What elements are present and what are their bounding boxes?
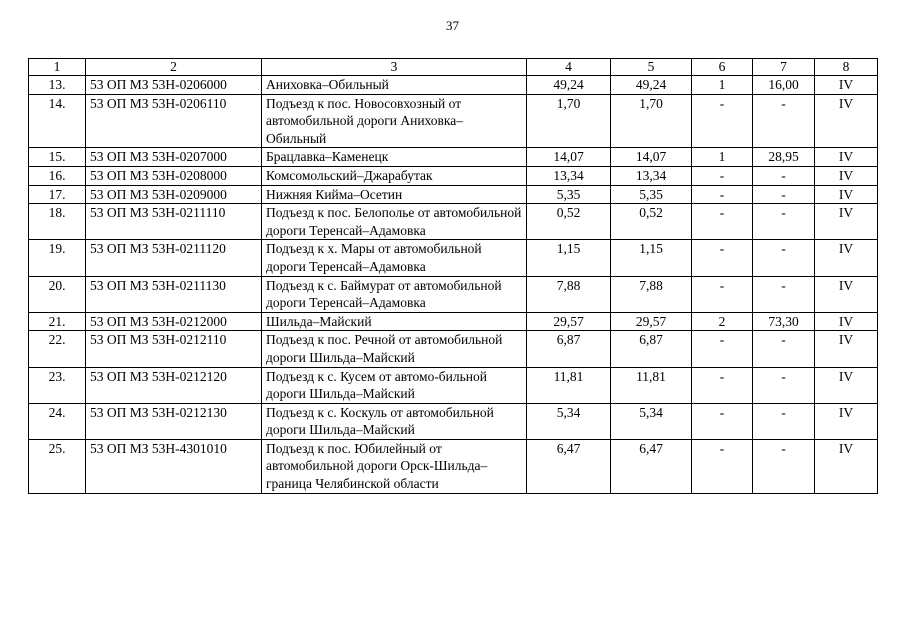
table-row [29, 166, 878, 185]
column-header: 7 [753, 59, 815, 76]
bridge-length: - [753, 166, 815, 185]
road-category: IV [815, 367, 878, 403]
row-number: 24. [29, 403, 86, 439]
table-row [29, 276, 878, 312]
road-category: IV [815, 185, 878, 204]
bridge-length: - [753, 240, 815, 276]
bridge-count: 2 [692, 312, 753, 331]
road-category: IV [815, 204, 878, 240]
bridge-length: - [753, 439, 815, 493]
table-header-row [29, 59, 878, 76]
length-value: 7,88 [611, 276, 692, 312]
length-value: 1,15 [611, 240, 692, 276]
column-header: 6 [692, 59, 753, 76]
road-id: 53 ОП МЗ 53Н-0208000 [86, 166, 262, 185]
table-row [29, 331, 878, 367]
length-total: 1,70 [527, 94, 611, 148]
road-category: IV [815, 148, 878, 167]
page-number: 37 [446, 18, 459, 33]
bridge-count: 1 [692, 148, 753, 167]
bridge-length: - [753, 403, 815, 439]
road-name: Брацлавка–Каменецк [262, 148, 527, 167]
length-total: 13,34 [527, 166, 611, 185]
road-name: Аниховка–Обильный [262, 76, 527, 95]
table-row [29, 240, 878, 276]
row-number: 20. [29, 276, 86, 312]
row-number: 18. [29, 204, 86, 240]
road-category: IV [815, 276, 878, 312]
road-id: 53 ОП МЗ 53Н-0207000 [86, 148, 262, 167]
road-category: IV [815, 403, 878, 439]
row-number: 17. [29, 185, 86, 204]
length-value: 5,35 [611, 185, 692, 204]
length-total: 49,24 [527, 76, 611, 95]
table-row [29, 204, 878, 240]
row-number: 25. [29, 439, 86, 493]
row-number: 13. [29, 76, 86, 95]
column-header: 5 [611, 59, 692, 76]
column-header: 8 [815, 59, 878, 76]
road-name: Подъезд к с. Кусем от автомо-бильной дороги Шильда–Майский [262, 367, 527, 403]
length-total: 29,57 [527, 312, 611, 331]
bridge-count: - [692, 185, 753, 204]
length-total: 5,34 [527, 403, 611, 439]
length-value: 13,34 [611, 166, 692, 185]
length-total: 11,81 [527, 367, 611, 403]
bridge-count: - [692, 403, 753, 439]
road-id: 53 ОП МЗ 53Н-0206000 [86, 76, 262, 95]
length-total: 0,52 [527, 204, 611, 240]
length-value: 1,70 [611, 94, 692, 148]
bridge-count: - [692, 367, 753, 403]
road-name: Подъезд к пос. Юбилейный от автомобильной дороги Орск-Шильда–граница Челябинской области [262, 439, 527, 493]
road-id: 53 ОП МЗ 53Н-0212130 [86, 403, 262, 439]
table-row [29, 185, 878, 204]
road-name: Шильда–Майский [262, 312, 527, 331]
road-id: 53 ОП МЗ 53Н-0211120 [86, 240, 262, 276]
road-category: IV [815, 94, 878, 148]
length-total: 5,35 [527, 185, 611, 204]
table-row [29, 367, 878, 403]
road-name: Подъезд к с. Баймурат от автомобильной дороги Теренсай–Адамовка [262, 276, 527, 312]
road-name: Подъезд к пос. Новосовхозный от автомобильной дороги Аниховка–Обильный [262, 94, 527, 148]
road-id: 53 ОП МЗ 53Н-0212000 [86, 312, 262, 331]
table-row [29, 439, 878, 493]
road-name: Подъезд к х. Мары от автомобильной дороги Теренсай–Адамовка [262, 240, 527, 276]
road-id: 53 ОП МЗ 53Н-0209000 [86, 185, 262, 204]
road-id: 53 ОП МЗ 53Н-0211130 [86, 276, 262, 312]
road-category: IV [815, 166, 878, 185]
road-category: IV [815, 331, 878, 367]
bridge-count: - [692, 204, 753, 240]
bridge-count: - [692, 94, 753, 148]
table-row [29, 148, 878, 167]
column-header: 3 [262, 59, 527, 76]
bridge-count: - [692, 240, 753, 276]
bridge-length: 28,95 [753, 148, 815, 167]
road-name: Комсомольский–Джарабутак [262, 166, 527, 185]
table-row [29, 76, 878, 95]
bridge-length: 73,30 [753, 312, 815, 331]
bridge-length: - [753, 276, 815, 312]
road-category: IV [815, 240, 878, 276]
bridge-length: - [753, 367, 815, 403]
bridge-count: - [692, 331, 753, 367]
table-row [29, 94, 878, 148]
road-name: Подъезд к пос. Белополье от автомобильной дороги Теренсай–Адамовка [262, 204, 527, 240]
table-row [29, 312, 878, 331]
bridge-length: 16,00 [753, 76, 815, 95]
row-number: 21. [29, 312, 86, 331]
road-id: 53 ОП МЗ 53Н-0212120 [86, 367, 262, 403]
road-id: 53 ОП МЗ 53Н-4301010 [86, 439, 262, 493]
road-id: 53 ОП МЗ 53Н-0206110 [86, 94, 262, 148]
length-total: 6,47 [527, 439, 611, 493]
length-total: 7,88 [527, 276, 611, 312]
table-row [29, 403, 878, 439]
roads-table [28, 58, 878, 494]
road-category: IV [815, 439, 878, 493]
length-total: 1,15 [527, 240, 611, 276]
length-total: 14,07 [527, 148, 611, 167]
row-number: 14. [29, 94, 86, 148]
length-total: 6,87 [527, 331, 611, 367]
bridge-length: - [753, 204, 815, 240]
length-value: 5,34 [611, 403, 692, 439]
length-value: 49,24 [611, 76, 692, 95]
road-id: 53 ОП МЗ 53Н-0211110 [86, 204, 262, 240]
bridge-count: - [692, 439, 753, 493]
row-number: 15. [29, 148, 86, 167]
road-id: 53 ОП МЗ 53Н-0212110 [86, 331, 262, 367]
column-header: 1 [29, 59, 86, 76]
length-value: 0,52 [611, 204, 692, 240]
column-header: 2 [86, 59, 262, 76]
bridge-count: - [692, 166, 753, 185]
row-number: 23. [29, 367, 86, 403]
bridge-count: 1 [692, 76, 753, 95]
length-value: 11,81 [611, 367, 692, 403]
length-value: 29,57 [611, 312, 692, 331]
road-category: IV [815, 312, 878, 331]
length-value: 6,47 [611, 439, 692, 493]
road-category: IV [815, 76, 878, 95]
road-name: Подъезд к пос. Речной от автомобильной дороги Шильда–Майский [262, 331, 527, 367]
column-header: 4 [527, 59, 611, 76]
row-number: 16. [29, 166, 86, 185]
road-name: Подъезд к с. Коскуль от автомобильной дороги Шильда–Майский [262, 403, 527, 439]
row-number: 19. [29, 240, 86, 276]
length-value: 14,07 [611, 148, 692, 167]
road-name: Нижняя Кийма–Осетин [262, 185, 527, 204]
bridge-length: - [753, 94, 815, 148]
bridge-count: - [692, 276, 753, 312]
row-number: 22. [29, 331, 86, 367]
bridge-length: - [753, 185, 815, 204]
length-value: 6,87 [611, 331, 692, 367]
bridge-length: - [753, 331, 815, 367]
